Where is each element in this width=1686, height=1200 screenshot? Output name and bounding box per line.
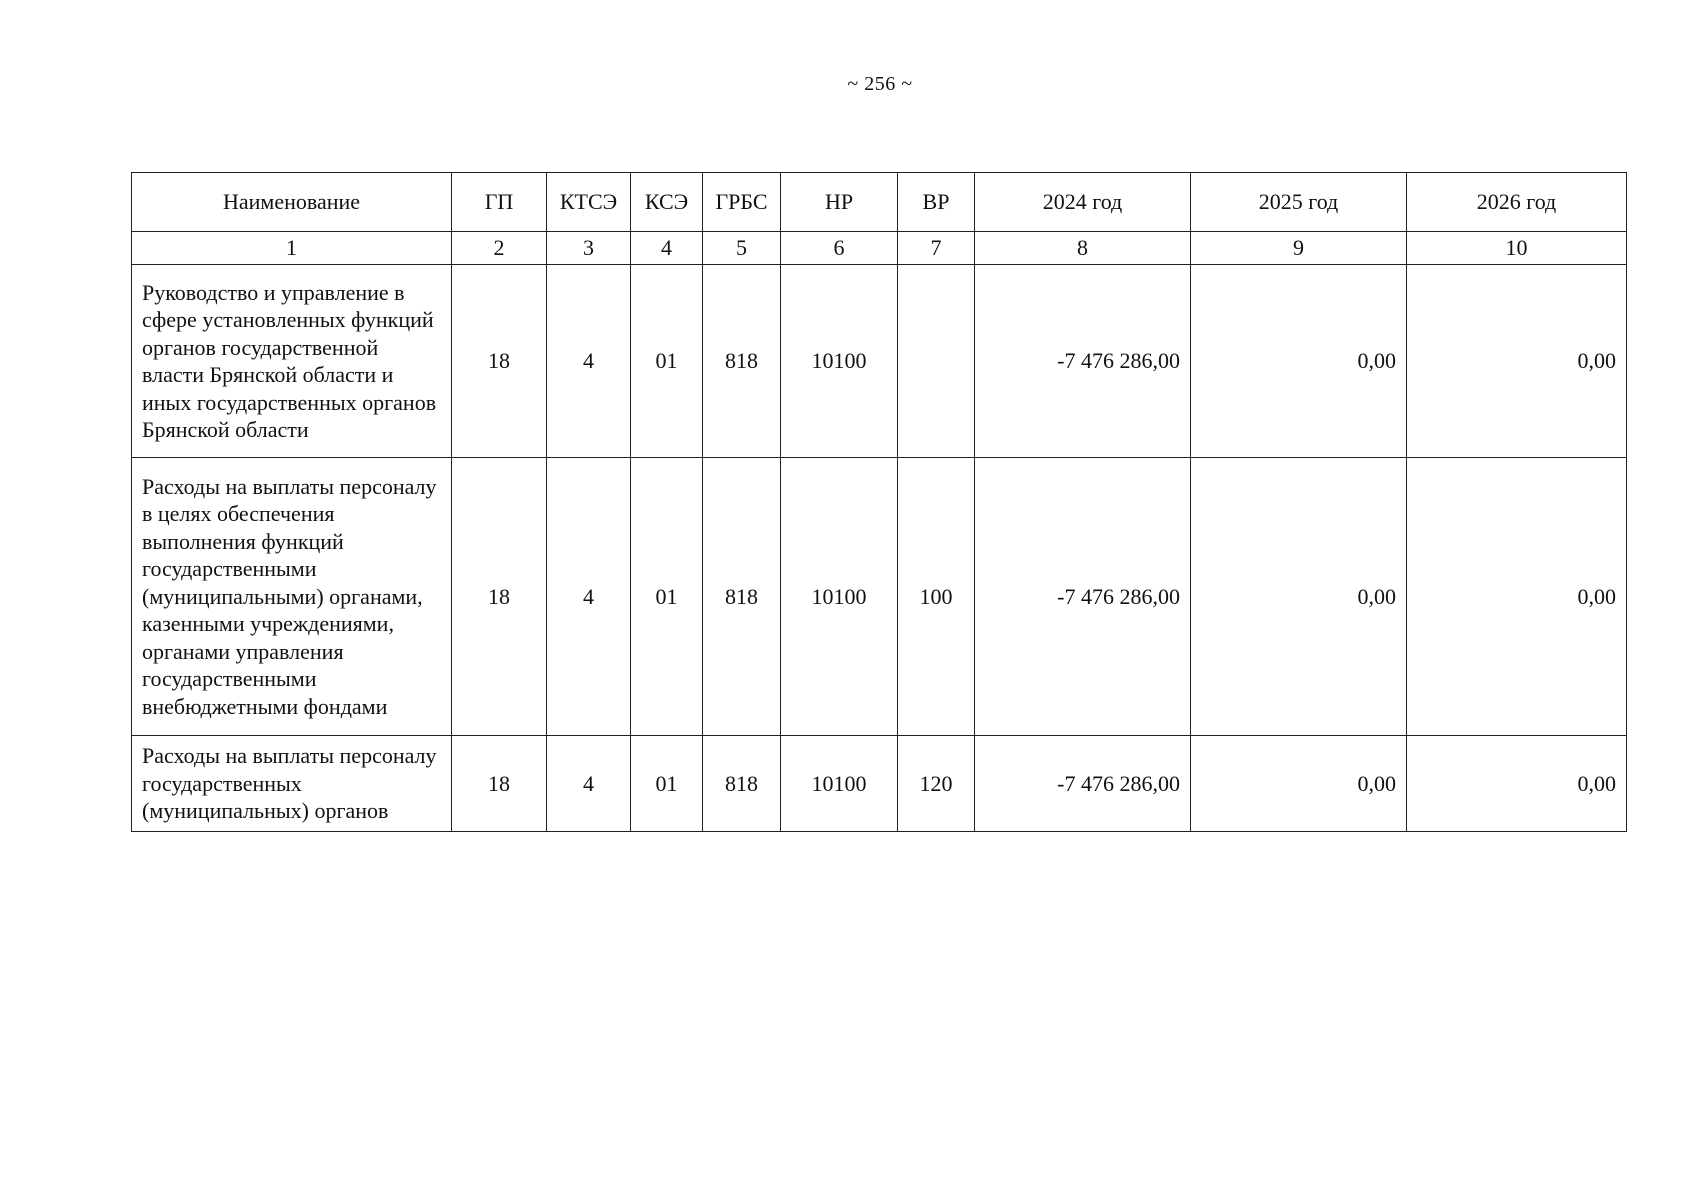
header-nr: НР [781,173,898,232]
row-ktse: 4 [547,265,631,458]
header-grbs: ГРБС [703,173,781,232]
row-gp: 18 [452,458,547,736]
column-number: 1 [132,232,452,265]
row-ktse: 4 [547,736,631,832]
header-2024: 2024 год [975,173,1191,232]
row-grbs: 818 [703,736,781,832]
row-amount-2025: 0,00 [1191,736,1407,832]
column-number: 6 [781,232,898,265]
page-number: ~ 256 ~ [847,73,913,95]
row-nr: 10100 [781,736,898,832]
row-amount-2024: -7 476 286,00 [975,265,1191,458]
row-amount-2026: 0,00 [1407,736,1627,832]
column-number: 5 [703,232,781,265]
header-kse: КСЭ [631,173,703,232]
header-2026: 2026 год [1407,173,1627,232]
row-amount-2024: -7 476 286,00 [975,736,1191,832]
row-kse: 01 [631,736,703,832]
table-row [132,736,1627,832]
column-number: 3 [547,232,631,265]
header-ktse: КТСЭ [547,173,631,232]
column-number: 10 [1407,232,1627,265]
row-grbs: 818 [703,265,781,458]
row-amount-2026: 0,00 [1407,458,1627,736]
row-amount-2025: 0,00 [1191,265,1407,458]
row-vr: 120 [898,736,975,832]
row-name: Расходы на выплаты персоналу в целях обеспечения выполнения функций государственными (муниципальными) органами, казенными учреждениями, органами управления государственными внебюджетными фондами [132,458,452,736]
header-2025: 2025 год [1191,173,1407,232]
column-number: 4 [631,232,703,265]
row-amount-2025: 0,00 [1191,458,1407,736]
table-row [132,265,1627,458]
header-vr: ВР [898,173,975,232]
row-gp: 18 [452,736,547,832]
header-name: Наименование [132,173,452,232]
row-grbs: 818 [703,458,781,736]
row-name: Расходы на выплаты персоналу государственных (муниципальных) органов [132,736,452,832]
row-vr: 100 [898,458,975,736]
header-row [132,173,1627,232]
row-nr: 10100 [781,458,898,736]
row-kse: 01 [631,265,703,458]
row-ktse: 4 [547,458,631,736]
row-amount-2024: -7 476 286,00 [975,458,1191,736]
row-name: Руководство и управление в сфере установленных функций органов государственной власти Брянской области и иных государственных органов Брянской области [132,265,452,458]
table-row [132,458,1627,736]
column-number: 2 [452,232,547,265]
column-number: 9 [1191,232,1407,265]
header-gp: ГП [452,173,547,232]
row-vr [898,265,975,458]
row-amount-2026: 0,00 [1407,265,1627,458]
row-gp: 18 [452,265,547,458]
column-number: 7 [898,232,975,265]
column-number: 8 [975,232,1191,265]
budget-table [131,172,1627,832]
row-kse: 01 [631,458,703,736]
row-nr: 10100 [781,265,898,458]
column-number-row [132,232,1627,265]
